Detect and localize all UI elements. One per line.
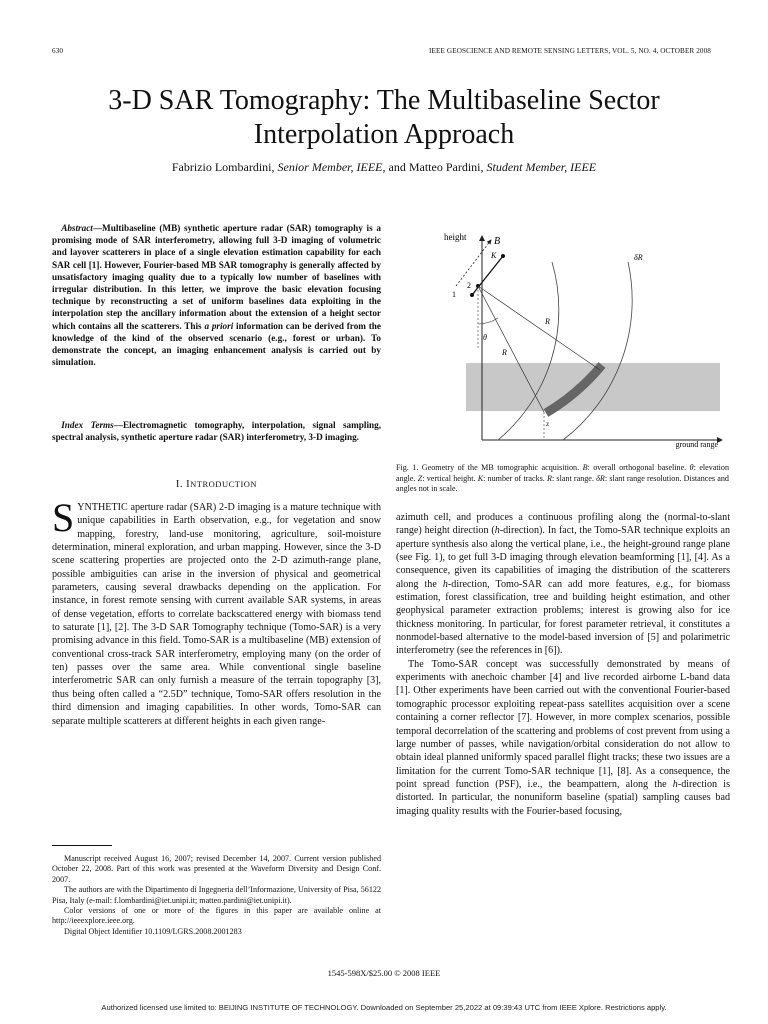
index-terms-lead: Index Terms	[61, 420, 114, 430]
footnote-manuscript: Manuscript received August 16, 2007; revised December 14, 2007. Current version published October 22, 2008. Part of this work was presented at the Waveform Diversity and Design Conf. 2007.	[52, 854, 381, 884]
p1-text-c: -direction, Tomo-SAR can add more features, e.g., for biomass estimation, forest classification, tree and building height estimation, and other geophysical parameter extraction problems; interest is growing also for ice thickness monitoring. In particular, for forest parameter retrieval, it constitutes a nonmodel-based alternative to the model-based inversion of [5] and polarimetric interferometry (see the references in [6]).	[396, 578, 730, 657]
p1-text-b: -direction). In fact, the Tomo-SAR technique exploits an aperture synthesis also along the vertical plane, i.e., the height-ground range plane (see Fig. 1), to get full 3-D imaging through elevation beamforming [1], [4]. As a consequence, given its capabilities of imaging the distribution of the scatterers along the	[396, 525, 730, 590]
figure-caption	[396, 463, 729, 495]
track-1-dot	[470, 293, 474, 297]
track-k-dot	[501, 254, 505, 258]
label-z: z	[546, 420, 550, 428]
journal-header: IEEE GEOSCIENCE AND REMOTE SENSING LETTERS, VOL. 5, NO. 4, OCTOBER 2008	[429, 47, 711, 55]
p2-text-a: The Tomo-SAR concept was successfully demonstrated by means of experiments with anechoic chamber [4] and live recorded airborne L-band data [1]. Other experiments have been carried out with the conventional Fourier-based tomographic processor exploiting repeat-pass satellites acquisition over a scene containing a corner reflector [7]. However, in more complex scenarios, possible temporal decorrelation of the scattering and problems of cost prevent from using a large number of passes, while navigation/orbital consideration do not allow to obtain ideal planned uniformly spaced parallel flight tracks; these two issues are a limitation for the current Tomo-SAR technique [1], [8]. As a consequence, the point spread function (PSF), i.e., the beampattern, along the	[396, 658, 730, 790]
p1-h-1: h	[494, 525, 500, 537]
caption-text-f: : slant range.	[551, 473, 597, 483]
paper-title: 3-D SAR Tomography: The Multibaseline Sector Interpolation Approach	[108, 85, 660, 150]
label-delta-r: δR	[634, 253, 643, 262]
caption-text: Fig. 1. Geometry of the MB tomographic acquisition.	[396, 463, 583, 472]
page-number: 630	[52, 47, 64, 55]
intro-paragraph	[52, 495, 381, 728]
right-column-body	[396, 511, 730, 818]
section-name: NTRODUCTION	[190, 479, 258, 489]
label-r-2: R	[502, 348, 507, 357]
author-line	[40, 160, 728, 175]
caption-text-g: : slant range resolution. Distances and angles not in scale.	[396, 473, 729, 494]
p1-text-a: azimuth cell, and produces a continuous profiling along the (normal-to-slant range) height direction (	[396, 512, 730, 537]
abstract-text-2: information can be derived from the knowledge of the kind of the observed scenario (e.g., forest or urban). To demonstrate the concept, an imaging enhancement analysis is carried out by simulation.	[52, 320, 381, 368]
caption-k: K	[477, 473, 484, 483]
abstract-a-priori: a priori	[204, 320, 234, 331]
author-1-role: Senior Member, IEEE,	[277, 160, 386, 174]
section-number: I. I	[175, 479, 191, 490]
footnote-affiliation: The authors are with the Dipartimento di Ingegneria dell’Informazione, University of Pisa, 56122 Pisa, Italy (e-mail: f.lombardini@iet.unipi.it; matteo.pardini@iet.unipi.it).	[52, 885, 381, 905]
caption-b: B	[582, 463, 588, 472]
abstract	[52, 222, 381, 368]
intro-text: YNTHETIC aperture radar (SAR) 2-D imaging is a mature technique with unique capabilities in Earth observation, e.g., for vegetation and snow mapping, forestry, land-use monitoring, agriculture, soil-moisture determination, mineral exploration, and urban mapping. However, since the 3-D scene scattering properties are projected onto the 2-D azimuth-range plane, possible ambiguities can arise in the inversion of physical and geometrical parameters, causing several drawbacks depending on the application. For instance, in forest remote sensing with current available SAR systems, in areas of dense vegetation, efforts to correlate backscattered energy with biomass tend to saturate [1], [2]. The 3-D SAR Tomography technique (Tomo-SAR) is a very promising advance in this field. Tomo-SAR is a multibaseline (MB) extension of conventional cross-track SAR interferometry, employing many (on the order of ten) passes over the same area. While conventional single baseline interferometric SAR can only furnish a measure of the terrain topography [3], thus being often called a “2.5D” technique, Tomo-SAR offers resolution in the third dimension and imaging capabilities. In other words, Tomo-SAR can separate multiple scatterers at different heights in each given range-	[52, 502, 381, 727]
track-line	[472, 256, 503, 295]
p2-h: h	[672, 778, 678, 790]
section-heading	[52, 479, 381, 490]
author-2: and Matteo Pardini,	[388, 160, 484, 174]
label-ground-range: ground range	[675, 440, 718, 449]
label-theta: θ	[483, 333, 487, 342]
label-b: B	[494, 236, 501, 247]
license-notice: Authorized licensed use limited to: BEIJING INSTITUTE OF TECHNOLOGY. Downloaded on September 25,2022 at 09:39:43 UTC from IEEE Xplore. Restrictions apply.	[101, 1003, 667, 1012]
figure-1-geometry	[440, 222, 730, 460]
caption-r: R	[547, 473, 552, 483]
label-r-1: R	[545, 317, 550, 326]
caption-text-c: : elevation angle.	[396, 463, 730, 483]
author-2-role: Student Member, IEEE	[486, 160, 597, 174]
caption-z: Z	[417, 473, 423, 483]
footnote-doi: Digital Object Identifier 10.1109/LGRS.2008.2001283	[64, 926, 242, 936]
caption-text-e: : number of tracks.	[483, 473, 548, 483]
index-terms-text: —Electromagnetic tomography, interpolation, signal sampling, spectral analysis, synthetic aperture radar (SAR) interferometry, 3-D imaging.	[52, 420, 382, 443]
range-arc-outer	[563, 262, 632, 440]
p2-text-b: -direction is distorted. In particular, the nonuniform baseline (spatial) sampling causes bad imaging quality results with the Fourier-based focusing,	[396, 778, 730, 817]
caption-delta-r: δR	[596, 473, 605, 483]
footnotes	[52, 854, 381, 937]
right-paragraph-1	[396, 511, 730, 658]
copyright: 1545-598X/$25.00 © 2008 IEEE	[327, 968, 441, 978]
slant-range-line-1	[478, 286, 600, 370]
abstract-lead: Abstract	[61, 223, 93, 233]
right-paragraph-2	[396, 658, 730, 818]
drop-cap: S	[52, 495, 75, 540]
footnote-color: Color versions of one or more of the figures in this paper are available online at http://ieeexplore.ieee.org.	[52, 906, 381, 926]
index-terms	[52, 419, 381, 443]
label-2: 2	[467, 281, 471, 290]
caption-text-d: : vertical height.	[422, 473, 478, 483]
author-1: Fabrizio Lombardini,	[171, 160, 275, 174]
label-height: height	[444, 232, 467, 242]
caption-text-b: : overall orthogonal baseline.	[587, 463, 690, 472]
label-1: 1	[452, 290, 456, 299]
footnote-rule	[52, 845, 112, 846]
abstract-text: —Multibaseline (MB) synthetic aperture radar (SAR) tomography is a promising mode of SAR interferometry, allowing full 3-D imaging of volumetric and layover scatterers in place of a single elevation estimation capability for each SAR cell [1]. However, Fourier-based MB SAR tomography is generally affected by unsatisfactory imaging quality due to a typically low number of baselines with irregular distribution. In this letter, we improve the basic elevation focusing technique by reconstructing a set of uniform baselines data exploiting in the interpolation step the ancillary information about the extension of a height sector which contains all the scatterers. This	[52, 223, 381, 331]
label-k: K	[491, 251, 497, 260]
caption-theta: θ	[689, 463, 694, 472]
p1-h-2: h	[442, 578, 448, 590]
baseline-arrow	[456, 240, 491, 286]
